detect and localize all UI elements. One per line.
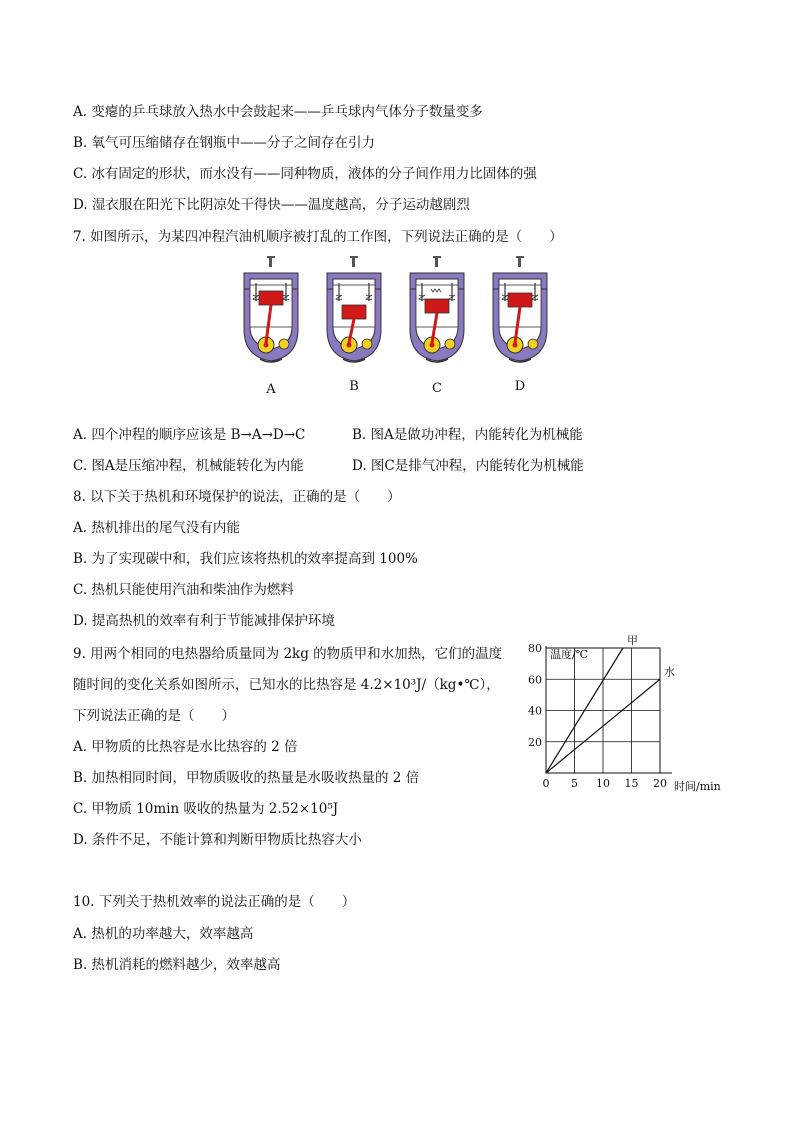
q8-option-b: B. 为了实现碳中和，我们应该将热机的效率提高到 100%: [73, 551, 418, 567]
q8-option-d: D. 提高热机的效率有利于节能减排保护环境: [73, 613, 335, 629]
chart-x-tick-label: 10: [596, 777, 610, 790]
q9-stem-line-3: 下列说法正确的是（ ）: [73, 708, 235, 724]
q9-option-a: A. 甲物质的比热容是水比热容的 2 倍: [73, 739, 298, 755]
chart-x-tick-label: 0: [542, 777, 550, 790]
engine-a: [244, 257, 298, 397]
q6-option-d: D. 湿衣服在阳光下比阴凉处干得快——温度越高，分子运动越剧烈: [73, 197, 470, 213]
chart-y-tick-label: 20: [528, 735, 542, 749]
q6-option-b: B. 氧气可压缩储存在钢瓶中——分子之间存在引力: [73, 135, 376, 151]
q6-option-a: A. 变瘪的乒乓球放入热水中会鼓起来——乒乓球内气体分子数量变多: [73, 104, 483, 120]
engine-label-c: C: [432, 381, 442, 396]
q9-option-b: B. 加热相同时间，甲物质吸收的热量是水吸收热量的 2 倍: [73, 770, 420, 786]
q8-option-c: C. 热机只能使用汽油和柴油作为燃料: [73, 582, 294, 598]
q10-option-b: B. 热机消耗的燃料越少，效率越高: [73, 957, 281, 973]
q8-option-a: A. 热机排出的尾气没有内能: [73, 520, 240, 536]
q7-stem: 7. 如图所示，为某四冲程汽油机顺序被打乱的工作图，下列说法正确的是（ ）: [73, 229, 563, 245]
q10-option-a: A. 热机的功率越大，效率越高: [73, 926, 254, 942]
engine-b: [327, 257, 381, 394]
q9-option-d: D. 条件不足，不能计算和判断甲物质比热容大小: [73, 832, 362, 848]
q7-option-c: C. 图A是压缩冲程，机械能转化为内能: [73, 458, 304, 474]
chart-y-tick-label: 40: [528, 704, 542, 718]
chart-x-tick-label: 5: [571, 777, 578, 790]
chart-y-tick-label: 60: [528, 673, 542, 687]
engine-d: [493, 257, 547, 394]
q9-stem-line-2: 随时间的变化关系如图所示，已知水的比热容是 4.2×10³J/（kg•℃），: [73, 677, 500, 693]
chart-y-tick-label: 80: [528, 642, 542, 655]
temperature-time-chart: [528, 634, 728, 798]
chart-x-tick-label: 15: [624, 777, 639, 790]
q10-stem: 10. 下列关于热机效率的说法正确的是（ ）: [73, 894, 356, 910]
q6-option-c: C. 冰有固定的形状，而水没有——同种物质，液体的分子间作用力比固体的强: [73, 166, 537, 182]
engine-label-a: A: [266, 382, 276, 397]
chart-x-tick-label: 20: [653, 777, 667, 790]
q8-stem: 8. 以下关于热机和环境保护的说法，正确的是（ ）: [73, 489, 401, 505]
q7-option-d: D. 图C是排气冲程，内能转化为机械能: [352, 458, 584, 474]
engine-label-b: B: [349, 379, 359, 394]
chart-y-axis-label: 温度/℃: [550, 648, 589, 661]
chart-x-axis-label: 时间/min: [674, 780, 721, 793]
engine-c: [410, 257, 464, 396]
q7-option-b: B. 图A是做功冲程，内能转化为机械能: [352, 427, 583, 443]
chart-series-label: 甲: [626, 634, 638, 647]
engine-label-d: D: [514, 379, 526, 394]
engine-stroke-figure: [236, 255, 556, 400]
q9-stem-line-1: 9. 用两个相同的电热器给质量同为 2kg 的物质甲和水加热，它们的温度: [73, 646, 503, 662]
q9-option-c: C. 甲物质 10min 吸收的热量为 2.52×10⁵J: [73, 801, 339, 817]
chart-series-label: 水: [664, 665, 675, 679]
q7-option-a: A. 四个冲程的顺序应该是 B→A→D→C: [73, 427, 306, 443]
